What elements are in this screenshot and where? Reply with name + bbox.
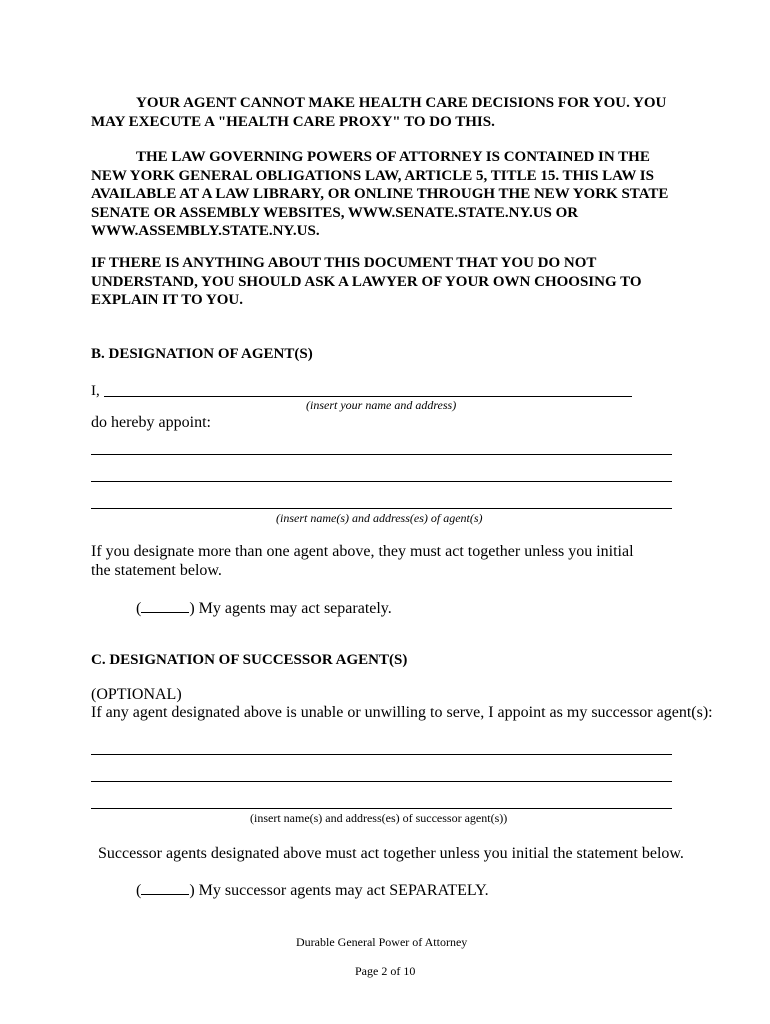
- agent-line-2[interactable]: [91, 481, 672, 482]
- section-b-heading: B. DESIGNATION OF AGENT(S): [91, 346, 313, 362]
- footer-page-number: Page 2 of 10: [355, 964, 416, 978]
- initial-blank-successors[interactable]: [141, 880, 189, 895]
- agent-line-3[interactable]: [91, 508, 672, 509]
- appoint-text: do hereby appoint:: [91, 414, 211, 431]
- separate-successors-statement: [136, 880, 489, 900]
- principal-name-hint: (insert your name and address): [306, 398, 457, 412]
- separate-agents-label: ) My agents may act separately.: [189, 600, 392, 617]
- successor-line-1[interactable]: [91, 754, 672, 755]
- separate-successors-label: ) My successor agents may act SEPARATELY.: [189, 882, 489, 899]
- initial-open: (: [136, 882, 142, 899]
- principal-name-line[interactable]: [104, 396, 632, 397]
- successor-line-3[interactable]: [91, 808, 672, 809]
- successor-intro: If any agent designated above is unable or unwilling to serve, I appoint as my successor agent(s):: [91, 704, 713, 721]
- separate-agents-statement: [136, 598, 392, 618]
- initial-blank-agents[interactable]: [141, 598, 189, 613]
- agent-line-1[interactable]: [91, 454, 672, 455]
- optional-label: (OPTIONAL): [91, 686, 182, 703]
- health-care-notice: YOUR AGENT CANNOT MAKE HEALTH CARE DECISIONS FOR YOU. YOU MAY EXECUTE A "HEALTH CARE PROXY" TO DO THIS.: [91, 95, 667, 130]
- agents-hint: (insert name(s) and address(es) of agent(s): [276, 511, 483, 525]
- governing-law-notice: THE LAW GOVERNING POWERS OF ATTORNEY IS CONTAINED IN THE NEW YORK GENERAL OBLIGATIONS LAW, ARTICLE 5, TITLE 15. THIS LAW IS AVAILABLE AT A LAW LIBRARY, OR ONLINE THROUGH THE NEW YORK STATE SENATE OR ASSEMBLY WEBSITES, WWW.SENATE.STATE.NY.US OR WWW.ASSEMBLY.STATE.NY.US.: [91, 149, 669, 239]
- section-c-heading: C. DESIGNATION OF SUCCESSOR AGENT(S): [91, 652, 408, 668]
- successor-together-text: Successor agents designated above must act together unless you initial the statement below.: [98, 845, 684, 862]
- successor-line-2[interactable]: [91, 781, 672, 782]
- i-label: I,: [91, 383, 100, 399]
- multi-agent-text: If you designate more than one agent above, they must act together unless you initial the statement below.: [91, 543, 634, 579]
- successor-hint: (insert name(s) and address(es) of successor agent(s)): [250, 811, 508, 825]
- footer-doc-title: Durable General Power of Attorney: [296, 935, 468, 949]
- lawyer-advice-notice: IF THERE IS ANYTHING ABOUT THIS DOCUMENT THAT YOU DO NOT UNDERSTAND, YOU SHOULD ASK A LAWYER OF YOUR OWN CHOOSING TO EXPLAIN IT TO YOU.: [91, 255, 642, 308]
- initial-open: (: [136, 600, 142, 617]
